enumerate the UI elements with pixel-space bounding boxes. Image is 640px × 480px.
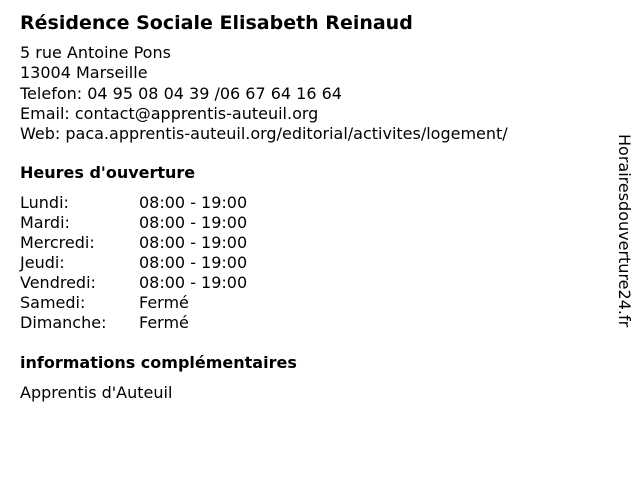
hours-value: 08:00 - 19:00	[139, 213, 248, 232]
hours-value: Fermé	[139, 293, 189, 312]
opening-hours-heading: Heures d'ouverture	[20, 163, 196, 182]
day-label: Jeudi:	[20, 253, 65, 272]
hours-row-tuesday	[20, 213, 247, 233]
website-link[interactable]: Web: paca.apprentis-auteuil.org/editorial/activites/logement/	[20, 124, 508, 144]
page-title: Résidence Sociale Elisabeth Reinaud	[20, 12, 413, 34]
street-address: 5 rue Antoine Pons	[20, 43, 171, 62]
email-address: Email: contact@apprentis-auteuil.org	[20, 103, 319, 123]
hours-value: 08:00 - 19:00	[139, 193, 248, 212]
hours-row-friday	[20, 273, 247, 293]
hours-row-saturday	[20, 293, 247, 313]
day-label: Vendredi:	[20, 273, 96, 292]
day-label: Mardi:	[20, 213, 70, 232]
additional-info-heading: informations complémentaires	[20, 353, 297, 372]
hours-value: Fermé	[139, 313, 189, 332]
opening-hours-table	[20, 193, 247, 333]
hours-row-thursday	[20, 253, 247, 273]
hours-value: 08:00 - 19:00	[139, 233, 248, 252]
hours-row-monday	[20, 193, 247, 213]
hours-row-wednesday	[20, 233, 247, 253]
phone-number: Telefon: 04 95 08 04 39 /06 67 64 16 64	[20, 83, 342, 103]
hours-value: 08:00 - 19:00	[139, 253, 248, 272]
day-label: Samedi:	[20, 293, 86, 312]
day-label: Mercredi:	[20, 233, 95, 252]
hours-row-sunday	[20, 313, 247, 333]
day-label: Dimanche:	[20, 313, 107, 332]
day-label: Lundi:	[20, 193, 69, 212]
hours-value: 08:00 - 19:00	[139, 273, 248, 292]
contact-details	[20, 43, 508, 144]
site-brand-vertical: Horairesdouverture24.fr	[615, 134, 634, 328]
additional-info-text: Apprentis d'Auteuil	[20, 383, 173, 402]
city-postcode: 13004 Marseille	[20, 63, 148, 83]
